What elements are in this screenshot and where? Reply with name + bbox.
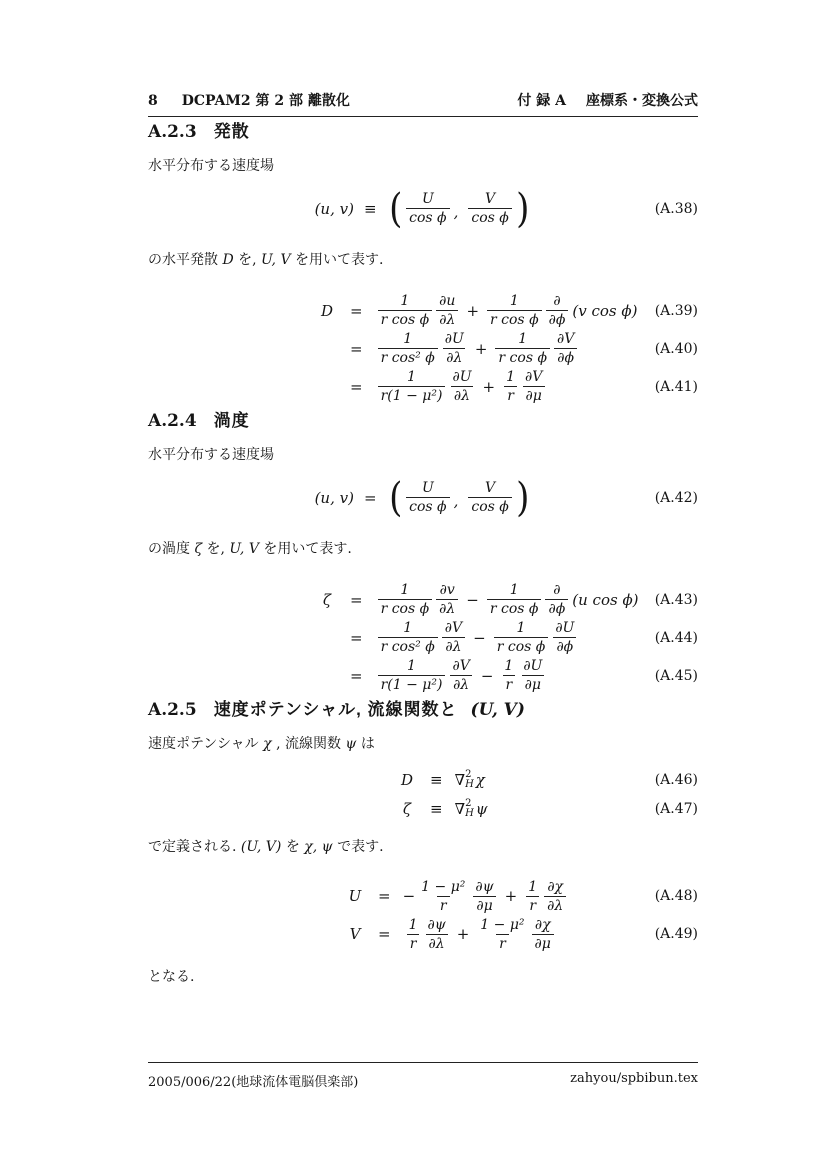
fraction [545,581,568,618]
fraction [449,368,474,405]
fraction [503,368,518,405]
fraction-numerator: ∂ψ [427,916,446,933]
superscript-2: 2 [465,797,472,809]
header-appendix-label: 付 録 A [517,93,566,109]
fraction-numerator: ∂χ [534,916,551,933]
page-header [148,90,698,110]
plus-sign: + [474,339,488,358]
equation-group-divergence [148,292,698,406]
fraction-denominator: r [407,934,420,953]
equation-rhs [403,878,571,915]
fraction-numerator: 1 [506,369,515,386]
fraction [554,330,577,367]
minus-sign: − [466,590,479,609]
fraction-denominator: ∂μ [532,934,554,953]
section-title: 渦度 [213,410,250,430]
equation-rhs [455,799,488,819]
fraction-denominator: ∂λ [443,348,465,367]
fraction-numerator: 1 [528,878,538,895]
fraction-denominator: ∂μ [522,675,544,694]
section-heading-a25 [148,695,698,720]
equation-row-a45 [316,657,698,695]
superscript-2: 2 [465,768,472,780]
footer-spacer [358,1071,570,1090]
text-run: の水平発散 [148,251,223,268]
equation-rhs [375,581,639,618]
fraction-denominator: r cos ϕ [495,348,550,367]
page-number: 8 [148,93,158,109]
fraction-denominator: ∂λ [436,599,458,618]
fraction-denominator: r [496,934,509,953]
fraction-denominator: cos ϕ [468,497,511,516]
equation-lhs: V [349,925,361,944]
equation-number: (A.49) [654,926,698,943]
equation-lhs: U [348,887,362,906]
equation-number: (A.39) [654,302,698,319]
fraction-denominator: r cos ϕ [378,310,433,329]
fraction-numerator: U [421,479,434,496]
fraction-numerator: ∂U [444,331,464,348]
subscript-H: H [465,807,474,819]
fraction-numerator: ∂v [439,581,455,598]
equals-sign: = [350,301,363,320]
equation-group-vorticity [148,581,698,695]
equation-group-uv [148,877,698,953]
fraction-denominator: ∂ϕ [553,637,576,656]
text-run: , 流線関数 [276,735,346,752]
fraction [406,916,421,953]
fraction-numerator: 1 [518,331,528,348]
fraction [525,878,540,915]
footer-right-filename: zahyou/spbibun.tex [570,1071,698,1086]
text-run: 速度ポテンシャル [148,735,264,752]
minus-sign: − [473,628,486,647]
text-run: で定義される. [148,839,241,856]
laplacian-scripts [465,770,474,790]
equals-sign: = [350,377,363,396]
big-right-paren: ) [515,474,530,521]
equals-sign: = [363,488,377,507]
equation-lhs: ζ [402,799,412,818]
display-equation-a42 [148,471,698,525]
fraction-denominator: r cos ϕ [494,637,549,656]
equation-row-a41 [316,368,698,406]
text-run: 水平分布する速度場 [148,158,274,174]
fraction-denominator: cos ϕ [406,497,449,516]
equation-number: (A.38) [654,200,698,217]
equation-number: (A.42) [654,489,698,506]
fraction [532,916,554,953]
fraction [520,657,545,694]
section-number: A.2.5 [148,699,197,720]
fraction [378,330,438,367]
equation-number: (A.41) [654,378,698,395]
fraction [449,657,472,694]
fraction-numerator: U [421,191,434,208]
equation-row-a49 [344,915,698,953]
text-run: で表す. [337,839,384,856]
equation-row-a47 [396,794,698,823]
plus-sign: + [482,377,496,396]
inline-math: U, V [229,540,259,557]
fraction [544,878,566,915]
fraction [487,292,542,329]
section-heading-a24 [148,406,698,431]
equation-number: (A.48) [654,888,698,905]
fraction-numerator: 1 − μ² [480,916,525,933]
fraction [425,916,449,953]
equation-rhs [375,657,550,694]
equation-lhs: (u, v) [314,488,354,507]
fraction-numerator: ∂U [555,619,575,636]
fraction-numerator: ∂u [439,293,456,310]
page-content [148,90,698,987]
fraction-denominator: r cos ϕ [487,310,542,329]
equation-number: (A.40) [654,340,698,357]
fraction-denominator: cos ϕ [468,208,511,227]
text-run: を, [238,251,262,268]
equiv-sign: ≡ [363,199,377,218]
section-heading-a23 [148,117,698,142]
fraction-denominator: ∂λ [544,896,566,915]
trailing-term: (v cos ϕ) [572,301,638,320]
fraction [406,190,449,227]
equation-lhs: (u, v) [314,199,354,218]
fraction [468,479,511,516]
fraction-denominator: r cos² ϕ [378,637,438,656]
equation-row-a48 [344,877,698,915]
fraction-denominator: r [437,896,450,915]
section-title: 速度ポテンシャル, 流線関数と [213,699,458,719]
fraction-denominator: ∂λ [426,934,448,953]
fraction-denominator: ∂ϕ [545,599,568,618]
text-run: を用いて表す. [295,251,384,268]
fraction-numerator: ∂U [452,369,472,386]
equals-sign: = [350,339,363,358]
fraction-denominator: r [526,896,539,915]
equals-sign: = [350,628,363,647]
fraction [472,878,496,915]
plus-sign: + [456,925,470,944]
equation-row-a39 [316,292,698,330]
equation-rhs [375,368,550,405]
minus-prefix: − [402,887,416,906]
minus-sign: − [480,666,494,685]
operand: χ [475,770,485,789]
paragraph-after [148,251,698,270]
header-left-title: DCPAM2 第 2 部 離散化 [181,93,350,109]
fraction-numerator: ∂ [553,581,561,598]
header-right-title: 座標系・変換公式 [586,93,698,109]
plus-sign: + [466,301,480,320]
fraction-numerator: ∂V [557,331,575,348]
inline-math: χ, ψ [304,839,333,856]
fraction-denominator: ∂λ [442,637,464,656]
plus-sign: + [504,887,518,906]
section-title: 発散 [213,122,250,141]
equation-rhs [375,292,638,329]
fraction-numerator: 1 [400,293,410,310]
fraction-numerator: ∂V [525,369,543,386]
section-title-math: (U, V) [470,699,525,720]
comma-separator: , [453,202,459,221]
fraction [378,581,433,618]
paragraph-mid [148,838,698,857]
fraction-numerator: ∂ψ [475,878,494,895]
fraction-denominator: r(1 − μ²) [378,675,446,694]
equation-row-a44 [316,619,698,657]
equation-row-a43 [316,581,698,619]
equiv-sign: ≡ [430,799,443,818]
equation-rhs [375,330,582,367]
fraction [552,619,577,656]
subscript-H: H [465,778,474,790]
fraction-denominator: ∂λ [450,675,472,694]
fraction-numerator: 1 [516,619,526,636]
big-left-paren: ( [388,185,402,232]
fraction-numerator: 1 [407,369,416,386]
fraction [378,368,446,405]
fraction-numerator: ∂ [553,293,561,310]
fraction-numerator: V [485,191,496,208]
footer-rule [148,1062,698,1063]
equiv-sign: ≡ [430,770,443,789]
equals-sign: = [378,925,391,944]
fraction [468,190,511,227]
equation-group-definitions [148,765,698,823]
equals-sign: = [378,887,391,906]
paragraph-intro [148,157,698,176]
fraction-numerator: 1 [504,657,514,674]
text-run: 水平分布する速度場 [148,446,274,463]
fraction-denominator: r cos ϕ [487,599,542,618]
fraction [501,657,516,694]
fraction-denominator: r cos² ϕ [378,348,438,367]
section-number: A.2.4 [148,410,197,431]
equation-number: (A.45) [654,667,698,684]
fraction-denominator: ∂ϕ [546,310,569,329]
text-run: は [360,735,375,752]
fraction [494,619,549,656]
big-right-paren: ) [515,185,530,232]
equation-lhs: ζ [322,590,332,609]
nabla-symbol: ∇ [454,799,466,818]
operand: ψ [475,799,488,818]
fraction [442,330,467,367]
text-run: を [285,839,305,856]
fraction-numerator: 1 [400,581,410,598]
equation-lhs: D [400,770,414,789]
equation-row-a46 [396,765,698,794]
inline-math: U, V [261,251,291,268]
equation-number: (A.47) [654,800,698,817]
equation-lhs: D [320,301,334,320]
equation-number: (A.44) [654,629,698,646]
laplacian-scripts [465,799,474,819]
fraction-numerator: ∂V [452,657,470,674]
fraction-denominator: ∂μ [523,386,545,405]
fraction-numerator: ∂χ [547,878,564,895]
equation-rhs [403,916,558,953]
fraction-numerator: ∂U [523,657,543,674]
fraction-numerator: 1 − μ² [421,878,466,895]
trailing-term: (u cos ϕ) [572,590,639,609]
equation-row-a40 [316,330,698,368]
section-number: A.2.3 [148,122,197,142]
text-run: を用いて表す. [263,540,352,557]
fraction [418,878,468,915]
footer-row [148,1071,698,1090]
paragraph-intro [148,735,698,754]
equation-number: (A.43) [654,591,698,608]
text-run: の渦度 [148,540,195,557]
paragraph-outro [148,968,698,987]
fraction-numerator: 1 [403,619,413,636]
fraction [546,292,569,329]
fraction-denominator: r(1 − μ²) [378,386,446,405]
text-run: を, [206,540,230,557]
fraction [378,619,438,656]
inline-math: ψ [345,735,357,752]
big-left-paren: ( [388,474,402,521]
fraction-denominator: r cos ϕ [378,599,433,618]
inline-math: ζ [194,540,203,557]
footer-left-credit: 2005/006/22(地球流体電脳倶楽部) [148,1075,359,1090]
equation-rhs [375,619,582,656]
paragraph-intro [148,446,698,465]
fraction [487,581,542,618]
fraction-denominator: cos ϕ [406,208,449,227]
fraction-numerator: 1 [509,293,519,310]
paragraph-after [148,540,698,559]
fraction [406,479,449,516]
fraction-denominator: r [504,386,517,405]
comma-separator: , [453,491,459,510]
fraction [436,292,458,329]
inline-math: D [222,251,234,268]
inline-math: (U, V) [240,839,282,856]
fraction [442,619,465,656]
fraction [378,292,433,329]
equation-rhs [455,770,485,790]
fraction-denominator: ∂λ [436,310,458,329]
fraction [477,916,527,953]
equation-number: (A.46) [654,771,698,788]
equals-sign: = [350,666,363,685]
fraction-numerator: 1 [407,657,416,674]
inline-math: χ [263,735,272,752]
fraction [495,330,550,367]
page-footer [148,1062,698,1090]
display-equation-a38 [148,182,698,236]
fraction-denominator: ∂μ [473,896,495,915]
fraction-numerator: 1 [509,581,519,598]
fraction-denominator: ∂λ [451,386,473,405]
equals-sign: = [350,590,363,609]
fraction-numerator: 1 [403,331,413,348]
fraction-numerator: 1 [408,916,418,933]
fraction [436,581,458,618]
fraction-numerator: ∂V [444,619,463,636]
text-run: となる. [148,969,195,986]
fraction [378,657,446,694]
fraction-denominator: ∂ϕ [554,348,577,367]
fraction-numerator: V [485,479,496,496]
nabla-symbol: ∇ [454,770,466,789]
fraction [522,368,545,405]
fraction-denominator: r [503,675,516,694]
